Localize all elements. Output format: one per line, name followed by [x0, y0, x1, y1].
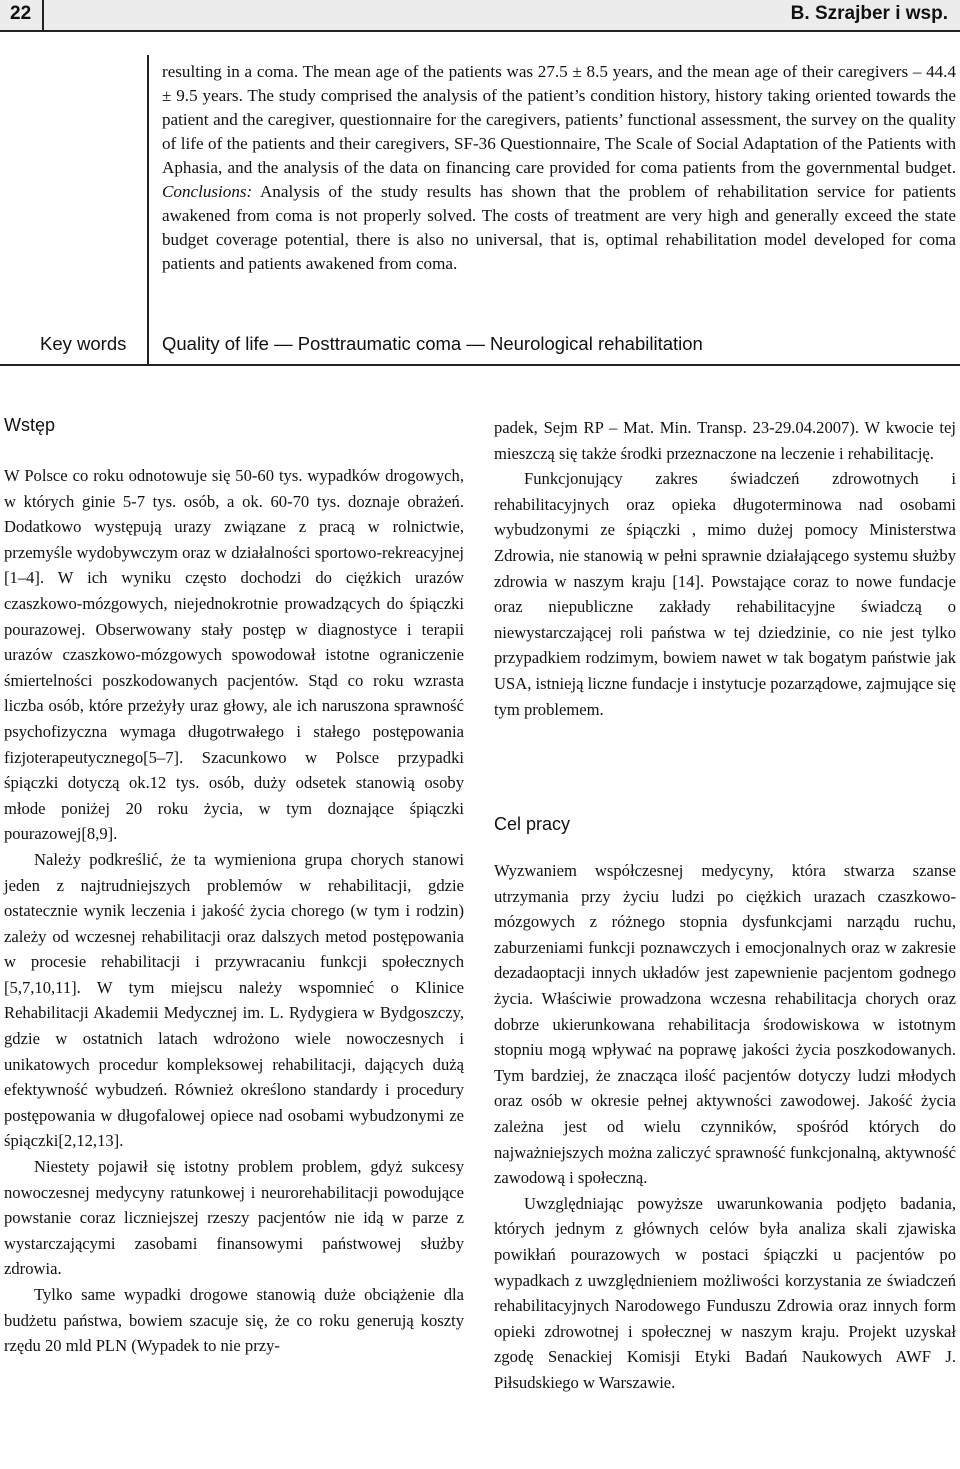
page-number: 22 [10, 3, 32, 24]
section-heading-wstep: Wstęp [4, 415, 56, 435]
right-column-bottom [494, 858, 956, 1395]
right-column-top [494, 415, 956, 722]
left-paragraph-1: W Polsce co roku odnotowuje się 50-60 tys. wypadków drogowych, w których ginie 5-7 tys. osób, a ok. 60-70 tys. doznaje obrażeń. Dodatkowo występują urazy związane z pracą w rolnictwie, przemyśle wydobywczym oraz w działalności sportowo-rekreacyjnej [1–4]. W ich wyniku często dochodzi do ciężkich urazów czaszkowo-mózgowych, niejednokrotnie prowadzących do śpiączki pourazowej. Obserwowany stały postęp w diagnostyce i terapii urazów czaszkowo-mózgowych spowodował istotne ograniczenie śmiertelności poszkodowanych pacjentów. Stąd co roku wzrasta liczba osób, które przeżyły uraz głowy, ale ich naruszona sprawność psychofizyczna wymaga długotrwałego i stałego postępowania fizjoterapeutycznego[5–7]. Szacunkowo w Polsce przypadki śpiączki dotyczą ok.12 tys. osób, duży odsetek stanowią osoby młode poniżej 20 roku życia, w tym doznające śpiączki pourazowej[8,9]. [4, 466, 464, 844]
right-paragraph-2: Funkcjonujący zakres świadczeń zdrowotnych i rehabilitacyjnych oraz opieka długoterminowa nad osobami wybudzonymi ze śpiączki , mimo dużej pomocy Ministerstwa Zdrowia, nie stanowią w pełni sprawnie działającego systemu służby zdrowia w naszym kraju [14]. Powstające coraz to nowe fundacje oraz niepubliczne zakłady rehabilitacyjne świadczą o niewystarczającej roli państwa w tej dziedzinie, co nie jest tylko przypadkiem rodzimym, bowiem nawet w tak bogatym państwie jak USA, istnieją liczne fundacje i instytucje pozarządowe, zajmujące się tym problemem. [494, 469, 956, 719]
left-paragraph-2: Należy podkreślić, że ta wymieniona grupa chorych stanowi jeden z najtrudniejszych problemów w rehabilitacji, gdzie ostatecznie wynik leczenia i jakość życia chorego (w tym i rodzin) zależy od wczesnej rehabilitacji oraz dalszych metod postępowania w procesie rehabilitacji i przywracaniu funkcji społecznych [5,7,10,11]. W tym miejscu należy wspomnieć o Klinice Rehabilitacji Akademii Medycznej im. L. Rydygiera w Bydgoszczy, gdzie w ostatnich latach wdrożono wiele nowoczesnych i unikatowych procedur kompleksowej rehabilitacji, dających dużą efektywność wybudzeń. Również określono standardy i procedury postępowania w długofalowej opiece nad osobami wybudzonymi ze śpiączki[2,12,13]. [4, 849, 464, 1151]
right-paragraph-4: Uwzględniając powyższe uwarunkowania podjęto badania, których jednym z głównych celów była analiza skali zjawiska powikłań pourazowych w postaci śpiączki u pacjentów po wypadkach z uwzględnieniem możliwości korzystania ze świadczeń rehabilitacyjnych Narodowego Funduszu Zdrowia oraz innych form opieki zdrowotnej i społecznej w naszym kraju. Projekt uzyskał zgodę Senackiej Komisji Etyki Badań Naukowych AWF J. Piłsudskiego w Warszawie. [494, 1193, 956, 1392]
right-paragraph-1: padek, Sejm RP – Mat. Min. Transp. 23-29.04.2007). W kwocie tej mieszczą się także środki przeznaczone na leczenie i rehabilitację. [494, 418, 956, 463]
abstract-bottom-rule [0, 364, 960, 366]
left-column [4, 463, 464, 1359]
section-heading-cel-pracy: Cel pracy [494, 814, 571, 834]
keywords-text: Quality of life — Posttraumatic coma — Neurological rehabilitation [162, 333, 703, 354]
running-head: B. Szrajber i wsp. [790, 3, 948, 24]
left-paragraph-4: Tylko same wypadki drogowe stanowią duże obciążenie dla budżetu państwa, bowiem szacuje się, że co roku generują koszty rzędu 20 mld PLN (Wypadek to nie przy- [4, 1285, 464, 1356]
left-paragraph-3: Niestety pojawił się istotny problem problem, gdyż sukcesy nowoczesnej medycyny ratunkowej i neurorehabilitacji powodujące powstanie coraz liczniejszej rzeszy pacjentów nie idą w parze z wystarczającymi zasobami finansowymi państwowej służby zdrowia. [4, 1157, 464, 1279]
keywords-label: Key words [40, 333, 127, 354]
abstract-conclusions: Analysis of the study results has shown that the problem of rehabilitation service for patients awakened from coma is not properly solved. The costs of treatment are very high and generally exceed the state budget coverage potential, there is also no universal, that is, optimal rehabilitation model developed for coma patients and patients awakened from coma. [162, 182, 956, 273]
header-divider [42, 0, 44, 30]
conclusions-label: Conclusions: [162, 182, 253, 201]
abstract-text [162, 60, 956, 276]
page-header [0, 0, 960, 32]
right-paragraph-3: Wyzwaniem współczesnej medycyny, która stwarza szanse utrzymania przy życiu ludzi po ciężkich urazach czaszkowo-mózgowych z różnego stopnia dysfunkcjami narządu ruchu, zaburzeniami funkcji poznawczych i emocjonalnych oraz w zakresie dezadaoptacji innych układów jest zapewnienie pacjentom godnego życia. Właściwie prowadzona wczesna rehabilitacja chorych oraz dobrze ukierunkowana rehabilitacja środowiskowa w istotnym stopniu mogą wpływać na poprawę jakości życia poszkodowanych. Tym bardziej, że znacząca ilość pacjentów dotyczy ludzi młodych oraz osób w okresie pełnej aktywności zawodowej. Jakość życia zależna jest od wielu czynników, spośród których do najważniejszych można zaliczyć sprawność funkcjonalną, aktywność zawodową i społeczną. [494, 861, 956, 1188]
abstract-vertical-rule [147, 55, 149, 365]
abstract-methods: resulting in a coma. The mean age of the patients was 27.5 ± 8.5 years, and the mean age of their caregivers – 44.4 ± 9.5 years. The study comprised the analysis of the patient’s condition history, history taking oriented towards the patient and the caregiver, questionnaire for the caregivers, patients’ functional assessment, the survey on the quality of life of the patients and their caregivers, SF-36 Questionnaire, The Scale of Social Adaptation of the Patients with Aphasia, and the analysis of the data on financing care provided for coma patients from the governmental budget. [162, 62, 956, 177]
